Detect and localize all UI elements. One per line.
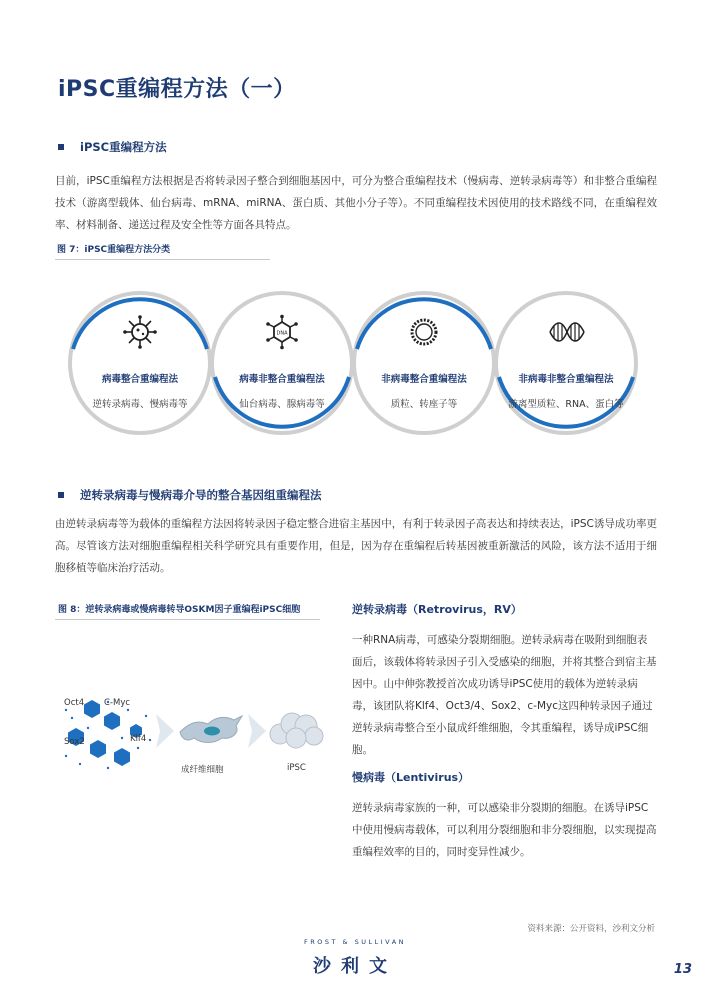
fig7-label: 图 7：iPSC重编程方法分类 — [57, 245, 171, 255]
section2-heading: 逆转录病毒与慢病毒介导的整合基因组重编程法 — [80, 488, 322, 502]
fig7-item-3-title: 非病毒整合重编程法 — [381, 374, 467, 385]
retrovirus-heading: 逆转录病毒（Retrovirus，RV） — [352, 603, 522, 616]
fig7-item-4-title: 非病毒非整合重编程法 — [518, 374, 614, 385]
fig7-item-4-sub: 游离型质粒、RNA、蛋白等 — [508, 399, 624, 410]
factor-label-sox2: Sox2 — [64, 737, 85, 747]
plasmid-icon — [406, 314, 442, 354]
section-bullet — [58, 144, 64, 150]
lentivirus-heading: 慢病毒（Lentivirus） — [352, 771, 470, 784]
fig7-circle-1 — [66, 289, 214, 437]
fig7-item-2-title: 病毒非整合重编程法 — [239, 374, 325, 385]
lentivirus-paragraph: 逆转录病毒家族的一种，可以感染非分裂期的细胞。在诱导iPSC中使用慢病毒载体，可以利用分裂细胞和非分裂细胞，以实现提高重编程效率的目的，同时变异性减少。 — [352, 802, 657, 858]
section-bullet — [58, 492, 64, 498]
hexagon-icon — [104, 712, 120, 730]
source-note: 资料来源：公开资料，沙利文分析 — [527, 924, 655, 934]
hexagon-icon — [90, 740, 106, 758]
dna-virus-icon — [264, 314, 300, 354]
virus-icon — [122, 314, 158, 354]
circle-ring-2 — [208, 289, 356, 437]
section2-paragraph: 由逆转录病毒等为载体的重编程方法因将转录因子稳定整合进宿主基因中，有利于转录因子高表达和持续表达，iPSC诱导成功率更高。尽管该方法对细胞重编程相关科学研究具有重要作用，但是，因为存在重编程后转基因被重新激活的风险，该方法不适用于细胞移植等临床治疗活动。 — [55, 518, 657, 574]
fibroblast-cell-icon — [178, 712, 244, 752]
retrovirus-paragraph: 一种RNA病毒，可感染分裂期细胞。逆转录病毒在吸附到细胞表面后，该载体将转录因子引入受感染的细胞，并将其整合到宿主基因中。山中伸弥教授首次成功诱导iPSC使用的载体为逆转录病毒，该团队将Klf4、Oct3/4、Sox2、c-Myc这四种转录因子通过逆转录病毒整合至小鼠成纤维细胞，令其重编程，诱导成iPSC细胞。 — [352, 634, 657, 756]
fig7-rule — [55, 259, 270, 260]
page-number: 13 — [673, 962, 692, 977]
fig7-circle-4 — [492, 289, 640, 437]
page-title: iPSC重编程方法（一） — [58, 77, 296, 102]
section1-paragraph: 目前，iPSC重编程方法根据是否将转录因子整合到细胞基因中，可分为整合重编程技术（慢病毒、逆转录病毒等）和非整合重编程技术（游离型载体、仙台病毒、mRNA、miRNA、蛋白质、其他小分子等）。不同重编程技术因使用的技术路线不同，在重编程效率、材料制备、递送过程及安全性等方面各具特点。 — [55, 175, 657, 231]
circle-ring-3 — [350, 289, 498, 437]
hexagon-icon — [114, 748, 130, 766]
arrow-right-icon — [248, 714, 266, 752]
fig7-item-2-sub: 仙台病毒、腺病毒等 — [239, 399, 325, 410]
circle-ring-1 — [66, 289, 214, 437]
dna-strand-icon — [548, 316, 586, 352]
fig8-rule — [55, 619, 320, 620]
factor-label-klf4: Klf4 — [130, 734, 147, 744]
section1-heading: iPSC重编程方法 — [80, 140, 167, 154]
fig8-label: 图 8：逆转录病毒或慢病毒转导OSKM因子重编程iPSC细胞 — [58, 605, 301, 615]
hexagon-icon — [84, 700, 100, 718]
fibroblast-label: 成纤维细胞 — [181, 765, 224, 775]
factor-label-cmyc: C-Myc — [104, 698, 131, 708]
fig7-circle-2 — [208, 289, 356, 437]
logo-english: FROST & SULLIVAN — [303, 938, 407, 946]
circle-ring-4 — [492, 289, 640, 437]
fig7-item-1-title: 病毒整合重编程法 — [101, 374, 178, 385]
logo-chinese: 沙利文 — [313, 956, 397, 977]
factor-label-oct4: Oct4 — [64, 698, 85, 708]
fig7-circle-3 — [350, 289, 498, 437]
arrow-right-icon — [156, 714, 174, 752]
fig7-item-3-sub: 质粒、转座子等 — [390, 399, 458, 410]
svg-text:DNA: DNA — [276, 330, 288, 337]
ipsc-label: iPSC — [287, 763, 306, 773]
ipsc-cluster-icon — [266, 710, 326, 754]
fig7-item-1-sub: 逆转录病毒、慢病毒等 — [92, 399, 188, 410]
